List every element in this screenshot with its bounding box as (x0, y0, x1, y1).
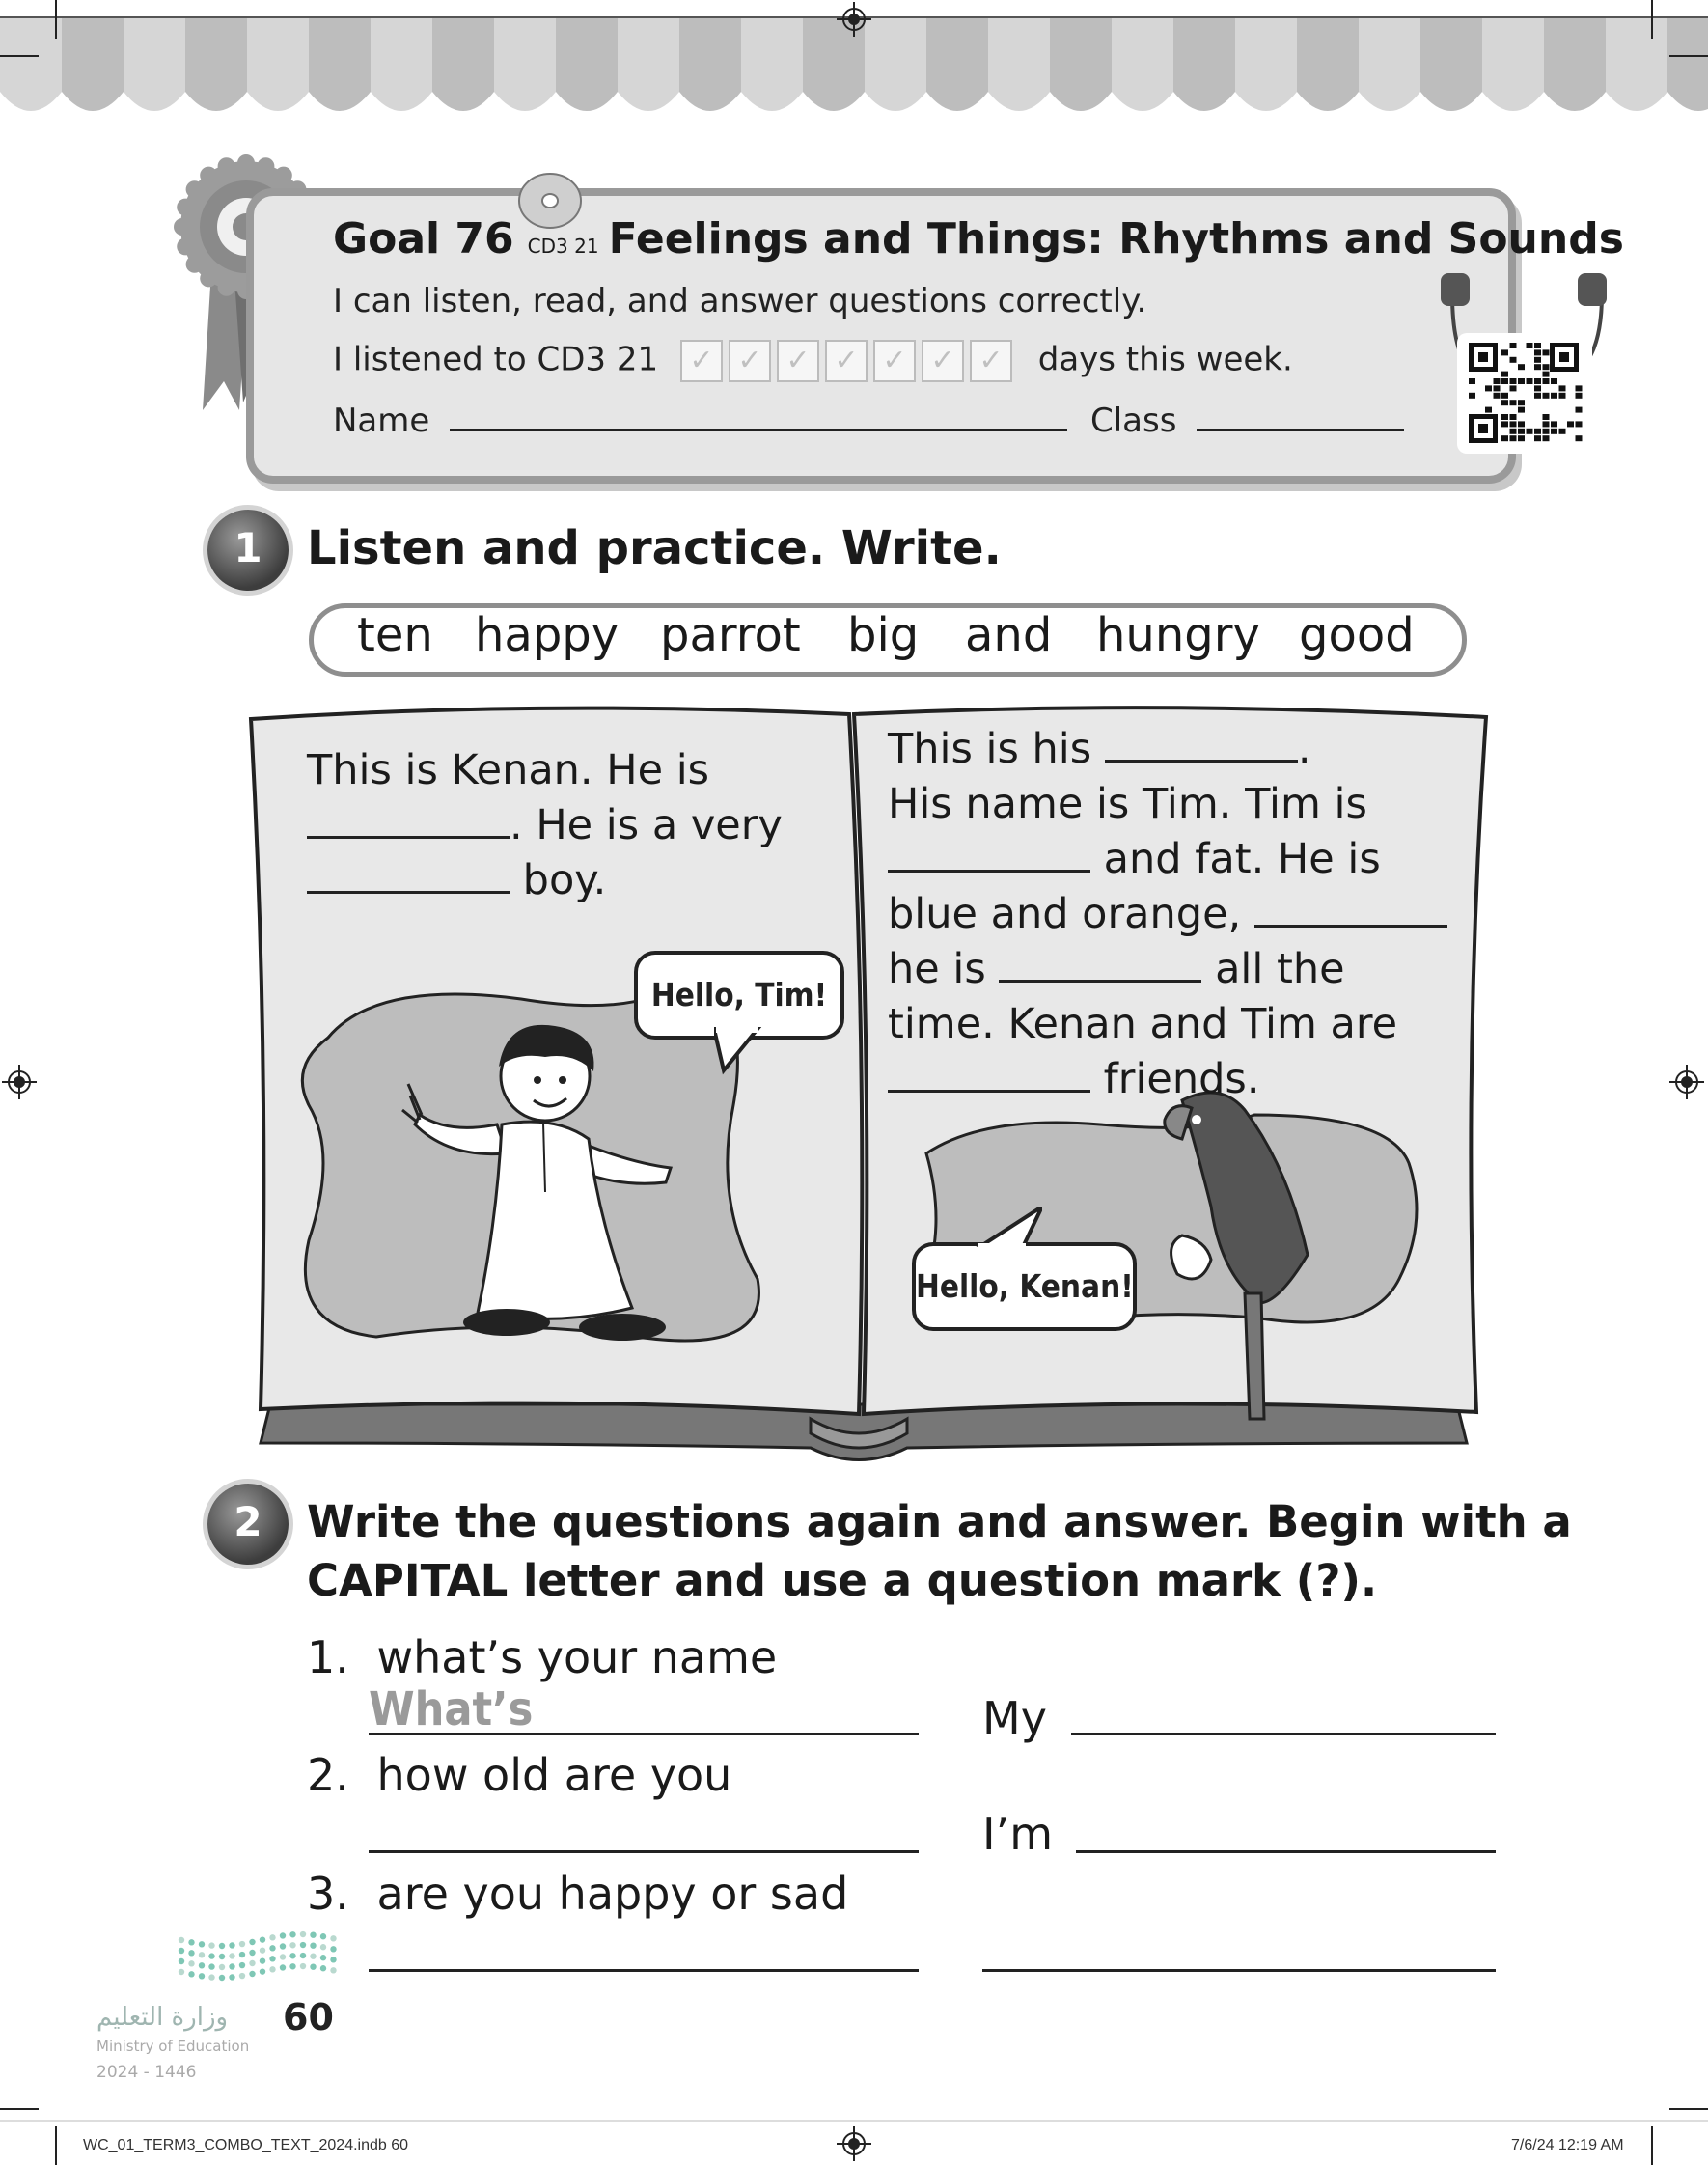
question-text: are you happy or sad (376, 1868, 849, 1920)
day-checkbox[interactable]: ✓ (825, 340, 868, 382)
speech-bubble-tail (975, 1207, 1042, 1247)
day-checkbox[interactable]: ✓ (873, 340, 916, 382)
speech-bubble-tail (714, 1027, 772, 1075)
goal-label: Goal 76 (333, 214, 514, 264)
example-answer: What’s (369, 1682, 534, 1736)
exercise-2-heading-line-2: CAPITAL letter and use a question mark (?). (307, 1555, 1378, 1606)
story-line: . He is a very (510, 801, 783, 849)
question-rewrite-line[interactable] (369, 1850, 919, 1853)
answer-line[interactable] (1076, 1850, 1496, 1853)
story-line: blue and orange, (888, 890, 1254, 938)
question-text: how old are you (376, 1749, 732, 1801)
boy-kenan-illustration (391, 999, 719, 1346)
word-bank-item: good (1299, 608, 1415, 662)
question-rewrite-line[interactable] (369, 1969, 919, 1972)
goal-can-text: I can listen, read, and answer questions correctly. (333, 282, 1147, 320)
story-line: This is his (888, 725, 1105, 773)
class-label: Class (1090, 402, 1177, 440)
exercise-1-heading: Listen and practice. Write. (307, 521, 1002, 575)
exercise-1-number: 1 (207, 510, 289, 591)
goal-title: Feelings and Things: Rhythms and Sounds (608, 214, 1624, 264)
story-line: friends. (1090, 1055, 1260, 1103)
word-bank-item: happy (475, 608, 620, 662)
print-date-time: 7/6/24 12:19 AM (1511, 2137, 1624, 2153)
listened-prefix: I listened to CD3 21 (333, 340, 659, 379)
parrot-tim-illustration (1153, 1081, 1336, 1429)
word-bank-item: and (965, 608, 1053, 662)
day-checkbox[interactable]: ✓ (680, 340, 723, 382)
ministry-arabic-name: وزارة التعليم (96, 2003, 229, 2032)
day-checkbox[interactable]: ✓ (729, 340, 771, 382)
story-blank[interactable] (888, 1059, 1090, 1093)
name-row (333, 400, 1067, 440)
day-checkbox[interactable]: ✓ (970, 340, 1012, 382)
question-2 (307, 1749, 731, 1801)
speech-bubble-kenan: Hello, Tim! (634, 951, 844, 1040)
name-label: Name (333, 402, 430, 440)
listened-suffix: days this week. (1037, 340, 1293, 379)
page-number: 60 (283, 1996, 334, 2039)
story-blank[interactable] (307, 805, 510, 839)
story-blank[interactable] (999, 949, 1201, 983)
story-blank[interactable] (1105, 729, 1298, 763)
story-blank[interactable] (1254, 894, 1447, 928)
story-line: His name is Tim. Tim is (888, 780, 1367, 828)
ministry-english-name: Ministry of Education (96, 2038, 250, 2055)
file-slug: WC_01_TERM3_COMBO_TEXT_2024.indb 60 (83, 2137, 409, 2153)
class-field[interactable] (1197, 400, 1404, 431)
goal-title-row (333, 214, 1624, 264)
class-row (1090, 400, 1404, 440)
word-bank-item: ten (357, 608, 433, 662)
question-number: 3. (307, 1868, 349, 1920)
cd-label: CD3 21 (527, 235, 599, 258)
ministry-year: 2024 - 1446 (96, 2063, 197, 2082)
exercise-2-number: 2 (207, 1484, 289, 1565)
story-blank[interactable] (888, 839, 1090, 873)
answer-prefix: My (982, 1692, 1047, 1744)
listened-row (333, 340, 1293, 382)
question-text: what’s your name (376, 1631, 778, 1683)
registration-mark-left (2, 1065, 37, 1099)
ministry-logo-icon (174, 1930, 347, 1988)
day-checkbox[interactable]: ✓ (922, 340, 964, 382)
question-number: 1. (307, 1631, 349, 1683)
day-checkbox[interactable]: ✓ (777, 340, 819, 382)
answer-line[interactable] (982, 1969, 1496, 1972)
qr-code-icon[interactable] (1457, 333, 1592, 454)
registration-mark-right (1669, 1065, 1704, 1099)
question-rewrite-line[interactable] (369, 1733, 919, 1735)
story-line: time. Kenan and Tim are (888, 1000, 1398, 1048)
right-page-text (888, 722, 1447, 1107)
story-line: This is Kenan. He is (307, 746, 710, 794)
word-bank-item: big (847, 608, 920, 662)
story-line: and fat. He is (1090, 835, 1381, 883)
day-checkboxes (680, 341, 1018, 379)
speech-bubble-tim: Hello, Kenan! (912, 1242, 1137, 1331)
left-page-text (307, 743, 783, 908)
question-1 (307, 1631, 777, 1683)
name-field[interactable] (450, 400, 1067, 431)
question-number: 2. (307, 1749, 349, 1801)
registration-mark-bottom (837, 2126, 871, 2161)
answer-prefix: I’m (982, 1808, 1053, 1860)
story-line: all the (1201, 945, 1345, 993)
story-line: boy. (510, 856, 607, 904)
question-3 (307, 1868, 848, 1920)
exercise-2-heading-line-1: Write the questions again and answer. Begin with a (307, 1496, 1572, 1547)
word-bank-item: hungry (1096, 608, 1260, 662)
awning-decoration (0, 0, 1708, 125)
story-blank[interactable] (307, 860, 510, 894)
answer-line[interactable] (1071, 1733, 1496, 1735)
story-line: he is (888, 945, 1000, 993)
word-bank-item: parrot (660, 608, 801, 662)
story-line: . (1297, 725, 1311, 773)
